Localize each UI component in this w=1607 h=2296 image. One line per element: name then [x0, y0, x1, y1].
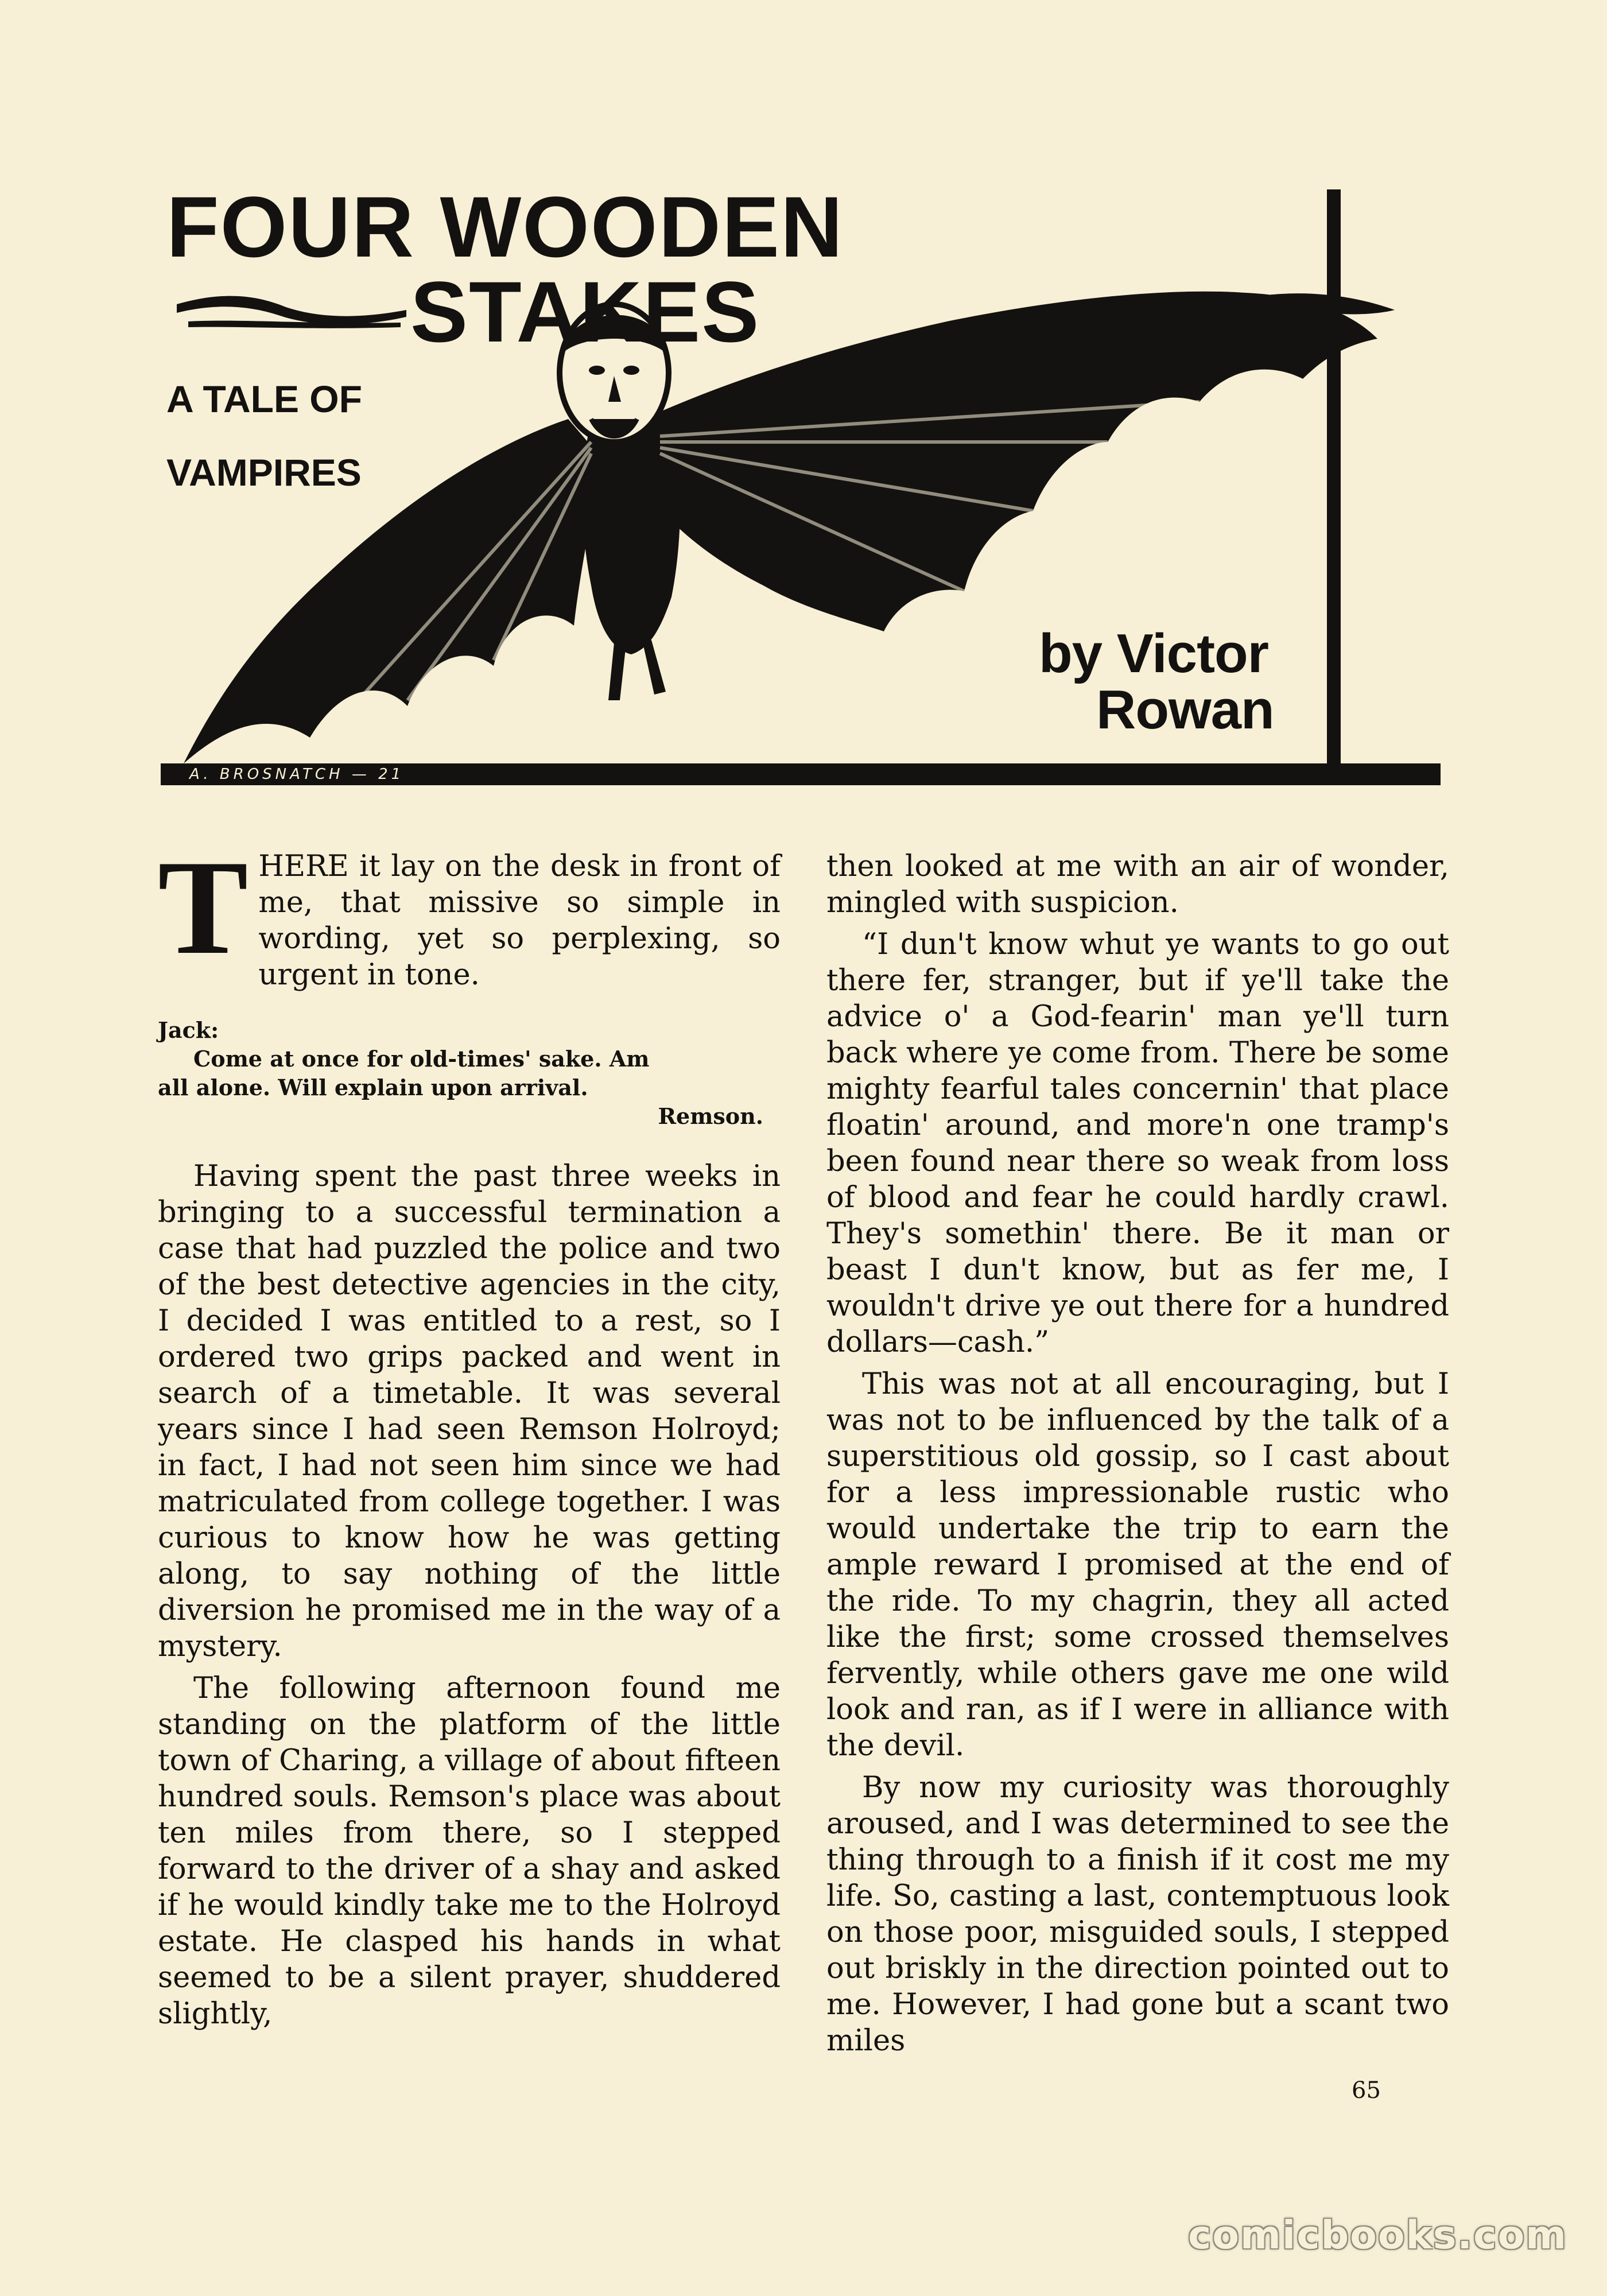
- telegram-body-line-2: all alone. Will explain upon arrival.: [158, 1075, 588, 1100]
- artist-signature: A. BROSNATCH — 21: [189, 766, 405, 783]
- vertical-pole-rule: [1327, 189, 1341, 769]
- byline-line-1: by Victor: [1039, 623, 1269, 684]
- opening-paragraph-text: HERE it lay on the desk in front of me, that missive so simple in wording, yet so perplexing, so urgent in tone.: [258, 850, 781, 992]
- watermark: comicbooks.com: [1188, 2213, 1568, 2258]
- telegram-body-line-1: Come at once for old-times' sake. Am: [193, 1046, 650, 1072]
- telegram-signature: Remson.: [658, 1103, 763, 1129]
- subtitle-line-1: A TALE OF: [166, 378, 362, 420]
- byline: [1016, 623, 1314, 740]
- opening-paragraph: [158, 833, 781, 993]
- paragraph-5: “I dun't know whut ye wants to go out there fer, stranger, but if ye'll take the advice o' a God-fearin' man ye'll turn back where ye come from. There be some mighty fearful tales concernin' that place floatin' around, and more'n one tramp's been found near there so weak from loss of blood and fear he could hardly crawl. They's somethin' there. Be it man or beast I dun't know, but as fer me, I wouldn't drive ye out there for a hundred dollars—cash.”: [826, 928, 1449, 1359]
- subtitle-line-2: VAMPIRES: [166, 451, 362, 494]
- paragraph-3: The following afternoon found me standing on the platform of the little town of Charing, a village of about fifteen hundred souls. Remson's place was about ten miles from there, so I stepped forward to the driver of a shay and asked if he would kindly take me to the Holroyd estate. He clasped his hands in what seemed to be a silent prayer, shuddered slightly,: [158, 1671, 781, 2031]
- title-line-2: STAKES: [410, 263, 760, 360]
- right-column: [826, 848, 1449, 2059]
- telegram-message: [158, 1016, 781, 1131]
- drop-cap: T: [158, 833, 249, 983]
- byline-line-2: Rowan: [1096, 678, 1274, 740]
- paragraph-2: Having spent the past three weeks in bringing to a successful termination a case that had puzzled the police and two of the best detective agencies in the city, I decided I was entitled to a rest, so I ordered two grips packed and went in search of a timetable. It was several years since I had seen Remson Holroyd; in fact, I had not seen him since we had matriculated from college together. I was curious to know how he was getting along, to say nothing of the little diversion he promised me in the way of a mystery.: [158, 1159, 781, 1663]
- page-number: 65: [1352, 2077, 1381, 2104]
- left-column: [158, 833, 781, 2032]
- paragraph-7: By now my curiosity was thoroughly aroused, and I was determined to see the thing through to a finish if it cost me my life. So, casting a last, contemptuous look on those poor, misguided souls, I stepped out briskly in the direction pointed out to me. However, I had gone but a scant two miles: [826, 1771, 1449, 2058]
- title-line-1: FOUR WOODEN: [166, 179, 844, 275]
- paragraph-4: then looked at me with an air of wonder, mingled with suspicion.: [826, 850, 1449, 920]
- title-illustration: [155, 172, 1452, 781]
- telegram-salutation: Jack:: [158, 1017, 219, 1043]
- paragraph-6: This was not at all encouraging, but I was not to be influenced by the talk of a superstitious old gossip, so I cast about for a less impressionable rustic who would undertake the trip to earn the ample reward I promised at the end of the ride. To my chagrin, they all acted like the first; some crossed themselves fervently, while others gave me one wild look and ran, as if I were in alliance with the devil.: [826, 1367, 1449, 1763]
- title-swash-decoration: [171, 287, 412, 339]
